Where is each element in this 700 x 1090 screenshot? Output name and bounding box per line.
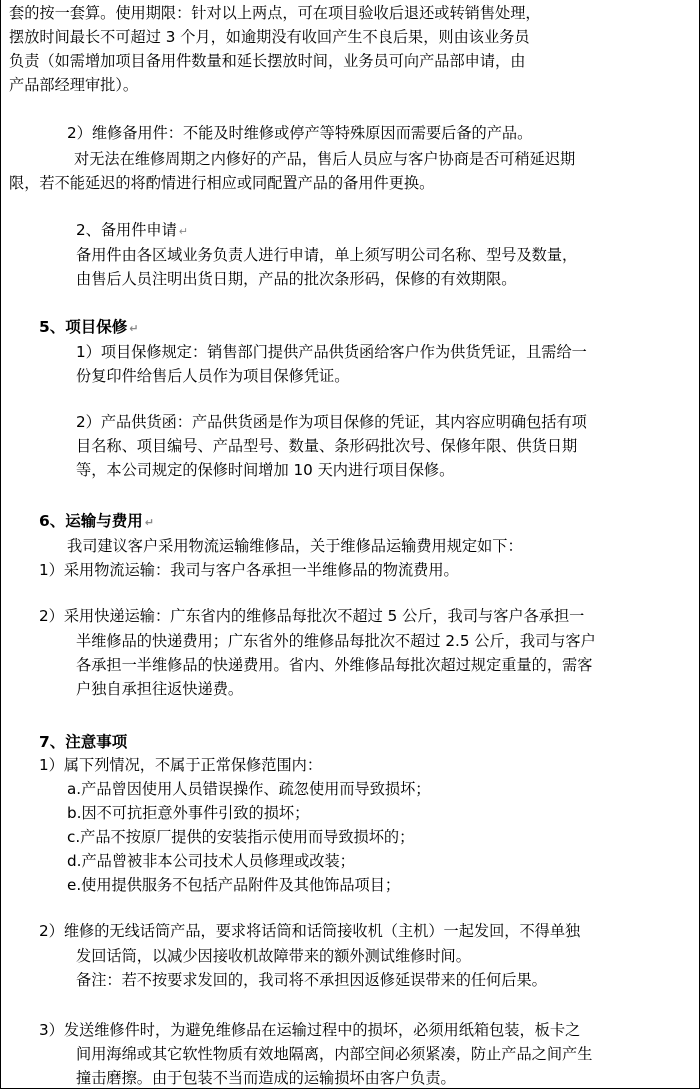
text-line: 3）发送维修件时，为避免维修品在运输过程中的损坏，必须用纸箱包装，板卡之 xyxy=(39,1021,581,1039)
list-item: a.产品曾因使用人员错误操作、疏忽使用而导致损坏； xyxy=(67,780,431,798)
text-line: 备注：若不按要求发回的，我司将不承担因返修延误带来的任何后果。 xyxy=(76,971,547,989)
section-heading: 6、运输与费用 ↵ xyxy=(39,512,155,530)
subheading: 2、备用件申请 ↵ xyxy=(76,221,189,239)
list-item: d.产品曾被非本公司技术人员修理或改装； xyxy=(67,852,355,870)
list-item: b.因不可抗拒意外事件引致的损坏； xyxy=(67,804,310,822)
text-line: 产品部经理审批）。 xyxy=(9,76,139,94)
paragraph-mark-icon: ↵ xyxy=(129,322,139,335)
text-line: 负责（如需增加项目备用件数量和延长摆放时间，业务员可向产品部申请，由 xyxy=(9,52,526,70)
text-line: 我司建议客户采用物流运输维修品，关于维修品运输费用规定如下： xyxy=(67,537,523,555)
text-line: 1）项目保修规定：销售部门提供产品供货函给客户作为供货凭证，且需给一 xyxy=(76,343,587,361)
text-line: 2）采用快递运输：广东省内的维修品每批次不超过 5 公斤，我司与客户各承担一 xyxy=(39,607,585,625)
text-line: 份复印件给售后人员作为项目保修凭证。 xyxy=(76,367,350,385)
text-line: 1）采用物流运输：我司与客户各承担一半维修品的物流费用。 xyxy=(39,561,459,579)
text-line: 撞击磨擦。由于包装不当而造成的运输损坏由客户负责。 xyxy=(76,1069,456,1087)
text-line: 2）维修的无线话筒产品，要求将话筒和话筒接收机（主机）一起发回，不得单独 xyxy=(39,922,581,940)
section-heading: 5、项目保修 ↵ xyxy=(39,318,139,336)
text-line: 发回话筒，以减少因接收机故障带来的额外测试维修时间。 xyxy=(76,947,471,965)
text-line: 摆放时间最长不可超过 3 个月，如逾期没有收回产生不良后果，则由该业务员 xyxy=(9,28,530,46)
text-line: 备用件由各区域业务负责人进行申请，单上须写明公司名称、型号及数量， xyxy=(76,246,578,264)
text-line: 1）属下列情况，不属于正常保修范围内： xyxy=(39,756,323,774)
list-item: e.使用提供服务不包括产品附件及其他饰品项目； xyxy=(67,876,401,894)
text-line: 2）维修备用件：不能及时维修或停产等特殊原因而需要后备的产品。 xyxy=(67,124,533,142)
text-line: 限，若不能延迟的将酌情进行相应或同配置产品的备用件更换。 xyxy=(9,174,435,192)
paragraph-mark-icon: ↵ xyxy=(178,225,189,238)
text-line: 套的按一套算。使用期限：针对以上两点，可在项目验收后退还或转销售处理， xyxy=(9,4,541,22)
text-line: 间用海绵或其它软性物质有效地隔离，内部空间必须紧凑，防止产品之间产生 xyxy=(76,1045,593,1063)
text-line: 各承担一半维修品的快递费用。省内、外维修品每批次超过规定重量的，需客 xyxy=(76,656,593,674)
text-line: 对无法在维修周期之内修好的产品，售后人员应与客户协商是否可稍延迟期 xyxy=(74,150,576,168)
text-line: 半维修品的快递费用；广东省外的维修品每批次不超过 2.5 公斤，我司与客户 xyxy=(76,632,596,650)
section-heading: 7、注意事项 xyxy=(39,733,128,751)
text-line: 2）产品供货函：产品供货函是作为项目保修的凭证，其内容应明确包括有项 xyxy=(76,413,587,431)
text-line: 目名称、项目编号、产品型号、数量、条形码批次号、保修年限、供货日期 xyxy=(76,437,578,455)
list-item: c.产品不按原厂提供的安装指示使用而导致损坏的； xyxy=(67,828,415,846)
text-line: 户独自承担往返快递费。 xyxy=(76,680,244,698)
paragraph-mark-icon: ↵ xyxy=(144,516,155,529)
text-line: 等，本公司规定的保修时间增加 10 天内进行项目保修。 xyxy=(76,461,455,479)
text-line: 由售后人员注明出货日期，产品的批次条形码，保修的有效期限。 xyxy=(76,270,517,288)
